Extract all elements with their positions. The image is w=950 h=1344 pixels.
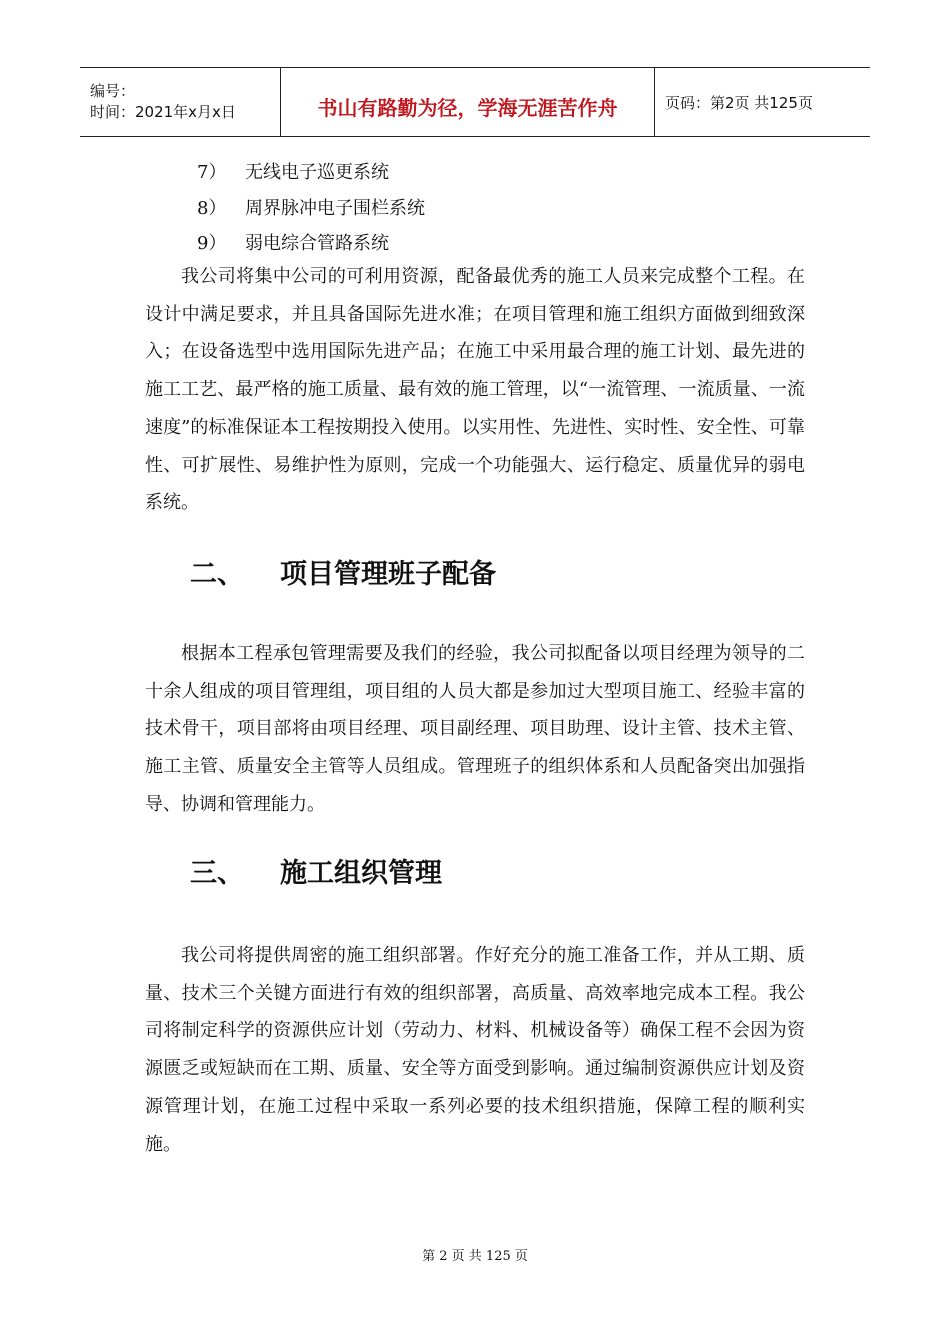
doc-date-label: 时间：2021年x月x日 [90,103,236,121]
section-title: 项目管理班子配备 [280,559,496,590]
doc-number-label: 编号： [90,82,136,100]
list-item [197,197,425,221]
list-item-text: 周界脉冲电子围栏系统 [245,198,425,219]
section-number: 三、 [190,858,244,889]
page-header [80,67,870,137]
header-page-info [655,68,870,136]
section-heading-3 [190,857,442,891]
list-item [197,161,389,185]
list-item-number: 9） [197,233,227,254]
list-item-text: 无线电子巡更系统 [245,162,389,183]
page-footer: 第 2 页 共 125 页 [422,1249,528,1264]
paragraph-resources: 我公司将集中公司的可利用资源，配备最优秀的施工人员来完成整个工程。在设计中满足要求，并且具备国际先进水准；在项目管理和施工组织方面做到细致深入；在设备选型中选用国际先进产品；在施工中采用最合理的施工计划、最先进的施工工艺、最严格的施工质量、最有效的施工管理，以“一流管理、一流质量、一流速度”的标准保证本工程按期投入使用。以实用性、先进性、实时性、安全性、可靠性、可扩展性、易维护性为原则，完成一个功能强大、运行稳定、质量优异的弱电系统。 [145,266,805,514]
list-item-number: 7） [197,162,227,183]
list-item-number: 8） [197,198,227,219]
section-number: 二、 [190,559,244,590]
header-motto: 书山有路勤为径，学海无涯苦作舟 [317,95,618,120]
header-page-text: 页码：第2页 共125页 [665,93,813,112]
section-heading-2 [190,558,496,592]
header-motto-cell [281,68,655,136]
list-item [197,232,389,256]
list-item-text: 弱电综合管路系统 [245,233,389,254]
header-meta [80,68,281,136]
paragraph-construction-org: 我公司将提供周密的施工组织部署。作好充分的施工准备工作，并从工期、质量、技术三个关键方面进行有效的组织部署，高质量、高效率地完成本工程。我公司将制定科学的资源供应计划（劳动力、材料、机械设备等）确保工程不会因为资源匮乏或短缺而在工期、质量、安全等方面受到影响。通过编制资源供应计划及资源管理计划，在施工过程中采取一系列必要的技术组织措施，保障工程的顺利实施。 [145,945,805,1155]
section-title: 施工组织管理 [280,858,442,889]
paragraph-management-team: 根据本工程承包管理需要及我们的经验，我公司拟配备以项目经理为领导的二十余人组成的项目管理组，项目组的人员大都是参加过大型项目施工、经验丰富的技术骨干，项目部将由项目经理、项目副经理、项目助理、设计主管、技术主管、施工主管、质量安全主管等人员组成。管理班子的组织体系和人员配备突出加强指导、协调和管理能力。 [145,643,805,815]
